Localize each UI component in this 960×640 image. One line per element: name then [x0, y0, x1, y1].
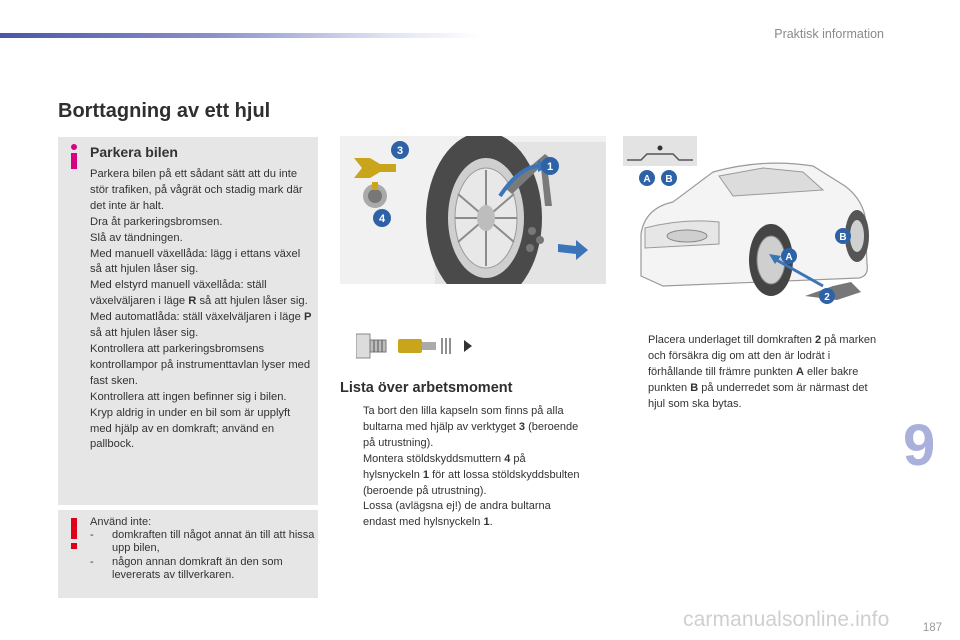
info-paragraph: Med manuell växellåda: lägg i ettans växel så att hjulen låser sig.	[90, 247, 301, 276]
info-paragraph: Slå av tändningen.	[90, 231, 183, 244]
car-jack-illustration	[623, 136, 877, 308]
tool-number: 1	[483, 516, 490, 529]
info-paragraph: Kryp aldrig in under en bil som är upplyft med hjälp av en domkraft; använd en pallbock.	[90, 406, 291, 451]
placement-instruction	[623, 333, 879, 413]
point-label: A	[795, 365, 804, 378]
info-paragraph: Kontrollera att ingen befinner sig i bilen.	[90, 390, 287, 403]
warning-item-text: domkraften till något annat än till att hissa upp bilen,	[112, 529, 315, 555]
text-run: Montera stöldskyddsmuttern	[363, 452, 505, 465]
text-run: på hylsnyckeln	[363, 452, 526, 481]
tool-number: 2	[814, 334, 822, 346]
text-run: på marken och försäkra dig om att den är lodrät i förhållande till främre punkten	[648, 334, 877, 378]
exclamation-icon	[66, 518, 82, 550]
text-run: Med automatlåda: ställ växelväljaren i läge	[90, 311, 304, 324]
operations-heading: Lista över arbetsmoment	[340, 380, 513, 396]
info-paragraph: Parkera bilen på ett sådant sätt att du inte stör trafiken, på vågrät och stadig mark där det inte är halt.	[90, 168, 303, 212]
text-run: (beroende på utrustning).	[363, 420, 579, 449]
info-heading: Parkera bilen	[90, 144, 178, 160]
text-run: Lossa (avlägsna ej!) de andra bultarna endast med hylsnyckeln	[363, 500, 551, 529]
tool-number: 4	[504, 452, 511, 465]
text-run: på underredet som är närmast det hjul som ska bytas.	[648, 381, 868, 410]
text-run: så att hjulen låser sig.	[196, 295, 308, 308]
callout-b: B	[665, 174, 673, 185]
wheel-tools-illustration	[340, 136, 606, 284]
dash-marker: -	[90, 529, 94, 542]
gear-key: R	[188, 295, 197, 308]
list-item	[340, 452, 580, 500]
watermark: carmanualsonline.info	[683, 608, 890, 631]
info-paragraph-electric	[90, 278, 314, 310]
info-body	[90, 167, 314, 453]
tool-number: 1	[422, 468, 430, 481]
placement-text	[623, 333, 879, 413]
warning-item-text: någon annan domkraft än den som levererats av tillverkaren.	[112, 555, 283, 581]
callout-3: 3	[396, 145, 404, 157]
warning-intro: Använd inte:	[90, 516, 152, 528]
dash-marker: -	[90, 555, 94, 568]
warning-box	[58, 510, 318, 598]
operations-list	[340, 404, 580, 531]
text-run: Ta bort den lilla kapseln som finns på alla bultarna med hjälp av verktyget	[363, 405, 564, 433]
text-run: .	[489, 516, 493, 529]
info-paragraph: Dra åt parkeringsbromsen.	[90, 215, 223, 228]
point-label: B	[690, 381, 699, 394]
text-run: Med elstyrd manuell växellåda: ställ växelväljaren i läge	[90, 279, 267, 308]
callout-1: 1	[546, 161, 554, 173]
page-number: 187	[922, 622, 942, 634]
warning-item	[90, 556, 316, 582]
info-box	[58, 137, 318, 505]
warning-item	[90, 529, 316, 555]
list-item	[340, 499, 580, 531]
callout-a: A	[643, 174, 651, 185]
text-run: Placera underlaget till domkraften	[648, 334, 815, 346]
tool-number: 3	[518, 420, 526, 433]
text-run: så att hjulen låser sig.	[90, 327, 199, 340]
page-title: Borttagning av ett hjul	[58, 100, 271, 122]
section-label: Praktisk information	[774, 27, 884, 41]
info-icon	[66, 143, 82, 171]
callout-2: 2	[824, 292, 830, 303]
warning-body	[90, 516, 316, 582]
text-run: eller bakre punkten	[648, 365, 859, 394]
callout-b: B	[839, 232, 847, 243]
info-paragraph-auto	[90, 310, 314, 342]
header-accent-bar	[0, 33, 480, 38]
info-paragraph: Kontrollera att parkeringsbromsens kontrollampor på instrumenttavlan lyser med fast sken.	[90, 342, 311, 387]
text-run: för att lossa stöldskyddsbulten (beroende på utrustning).	[363, 468, 580, 497]
chapter-number: 9	[903, 413, 936, 478]
list-item	[340, 404, 580, 452]
bolt-detail-illustration	[356, 330, 474, 362]
gear-key: P	[303, 311, 312, 324]
callout-4: 4	[378, 213, 386, 225]
callout-a: A	[785, 252, 793, 263]
